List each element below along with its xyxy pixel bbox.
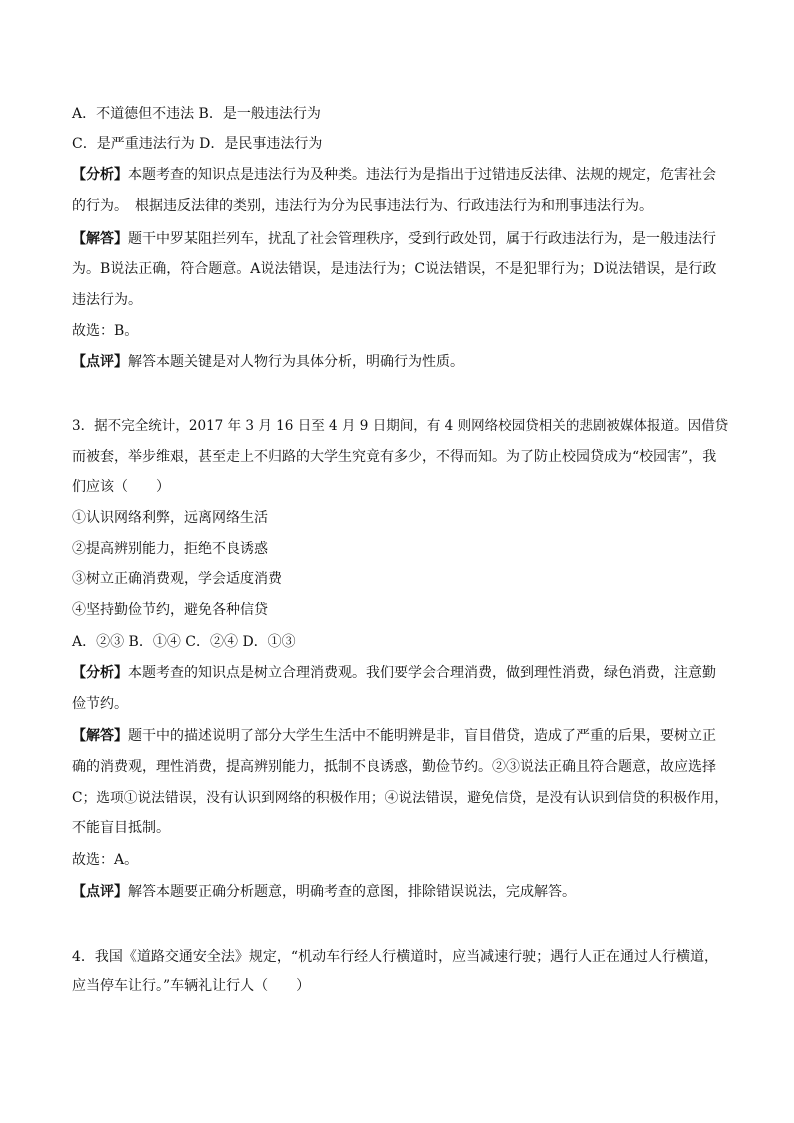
analysis-text: 本题考查的知识点是违法行为及种类。违法行为是指出于过错违反法律、法规的规定，危害社会 bbox=[128, 167, 716, 183]
q2-options-line-1: A．不道德但不违法 B．是一般违法行为 bbox=[72, 106, 321, 122]
q3-comment bbox=[72, 882, 732, 902]
answer-text: 题干中的描述说明了部分大学生生活中不能明辨是非，盲目借贷，造成了严重的后果，要树立正 bbox=[128, 728, 716, 744]
q2-answer-line-2: 为。B说法正确，符合题意。A说法错误，是违法行为；C说法错误，不是犯罪行为；D说法错误，是行政 bbox=[72, 261, 717, 277]
q3-analysis-line-1 bbox=[72, 663, 732, 683]
analysis-tag: 【分析】 bbox=[72, 665, 128, 681]
q2-answer-line-3: 违法行为。 bbox=[72, 292, 142, 308]
analysis-text: 本题考查的知识点是树立合理消费观。我们要学会合理消费，做到理性消费，绿色消费，注意勤 bbox=[128, 665, 716, 681]
q2-choice: 故选：B。 bbox=[72, 323, 139, 339]
q2-analysis-line-1 bbox=[72, 165, 732, 185]
answer-tag: 【解答】 bbox=[72, 231, 128, 247]
q3-item-4: ④坚持勤俭节约，避免各种信贷 bbox=[72, 602, 268, 618]
q3-stem-line-1: 3．据不完全统计，2017 年 3 月 16 日至 4 月 9 日期间，有 4 则网络校园贷相关的悲剧被媒体报道。因借贷 bbox=[72, 418, 729, 434]
q3-stem-line-3: 们应该（ ） bbox=[72, 479, 170, 495]
q2-options-line-2: C．是严重违法行为 D．是民事违法行为 bbox=[72, 136, 323, 152]
comment-text: 解答本题要正确分析题意，明确考查的意图，排除错误说法，完成解答。 bbox=[128, 884, 576, 900]
q2-analysis-line-2: 的行为。 根据违反法律的类别，违法行为分为民事违法行为、行政违法行为和刑事违法行为。 bbox=[72, 198, 653, 214]
q3-stem-line-2: 而被套，举步维艰，甚至走上不归路的大学生究竟有多少，不得而知。为了防止校园贷成为“校园害”，我 bbox=[72, 449, 717, 465]
q2-comment bbox=[72, 352, 732, 372]
answer-text: 题干中罗某阻拦列车，扰乱了社会管理秩序，受到行政处罚，属于行政违法行为，是一般违法行 bbox=[128, 231, 716, 247]
answer-tag: 【解答】 bbox=[72, 728, 128, 744]
comment-text: 解答本题关键是对人物行为具体分析，明确行为性质。 bbox=[128, 354, 464, 370]
q4-stem-line-2: 应当停车让行。”车辆礼让行人（ ） bbox=[72, 978, 311, 994]
q3-answer-line-2: 确的消费观，理性消费，提高辨别能力，抵制不良诱惑，勤俭节约。②③说法正确且符合题意，故应选择 bbox=[72, 759, 716, 775]
q3-item-1: ①认识网络利弊，远离网络生活 bbox=[72, 510, 268, 526]
q3-options: A．②③ B．①④ C．②④ D．①③ bbox=[72, 634, 296, 650]
q3-item-3: ③树立正确消费观，学会适度消费 bbox=[72, 571, 282, 587]
q3-item-2: ②提高辨别能力，拒绝不良诱惑 bbox=[72, 541, 268, 557]
q3-answer-line-4: 不能盲目抵制。 bbox=[72, 820, 170, 836]
q3-analysis-line-2: 俭节约。 bbox=[72, 696, 128, 712]
q2-answer-line-1 bbox=[72, 229, 732, 249]
q3-choice: 故选：A。 bbox=[72, 852, 139, 868]
q3-answer-line-1 bbox=[72, 726, 732, 746]
comment-tag: 【点评】 bbox=[72, 354, 128, 370]
comment-tag: 【点评】 bbox=[72, 884, 128, 900]
q4-stem-line-1: 4．我国《道路交通安全法》规定，“机动车行经人行横道时，应当减速行驶；遇行人正在通过人行横道， bbox=[72, 949, 719, 965]
q3-answer-line-3: C；选项①说法错误，没有认识到网络的积极作用；④说法错误，避免信贷，是没有认识到信贷的积极作用， bbox=[72, 790, 729, 806]
analysis-tag: 【分析】 bbox=[72, 167, 128, 183]
